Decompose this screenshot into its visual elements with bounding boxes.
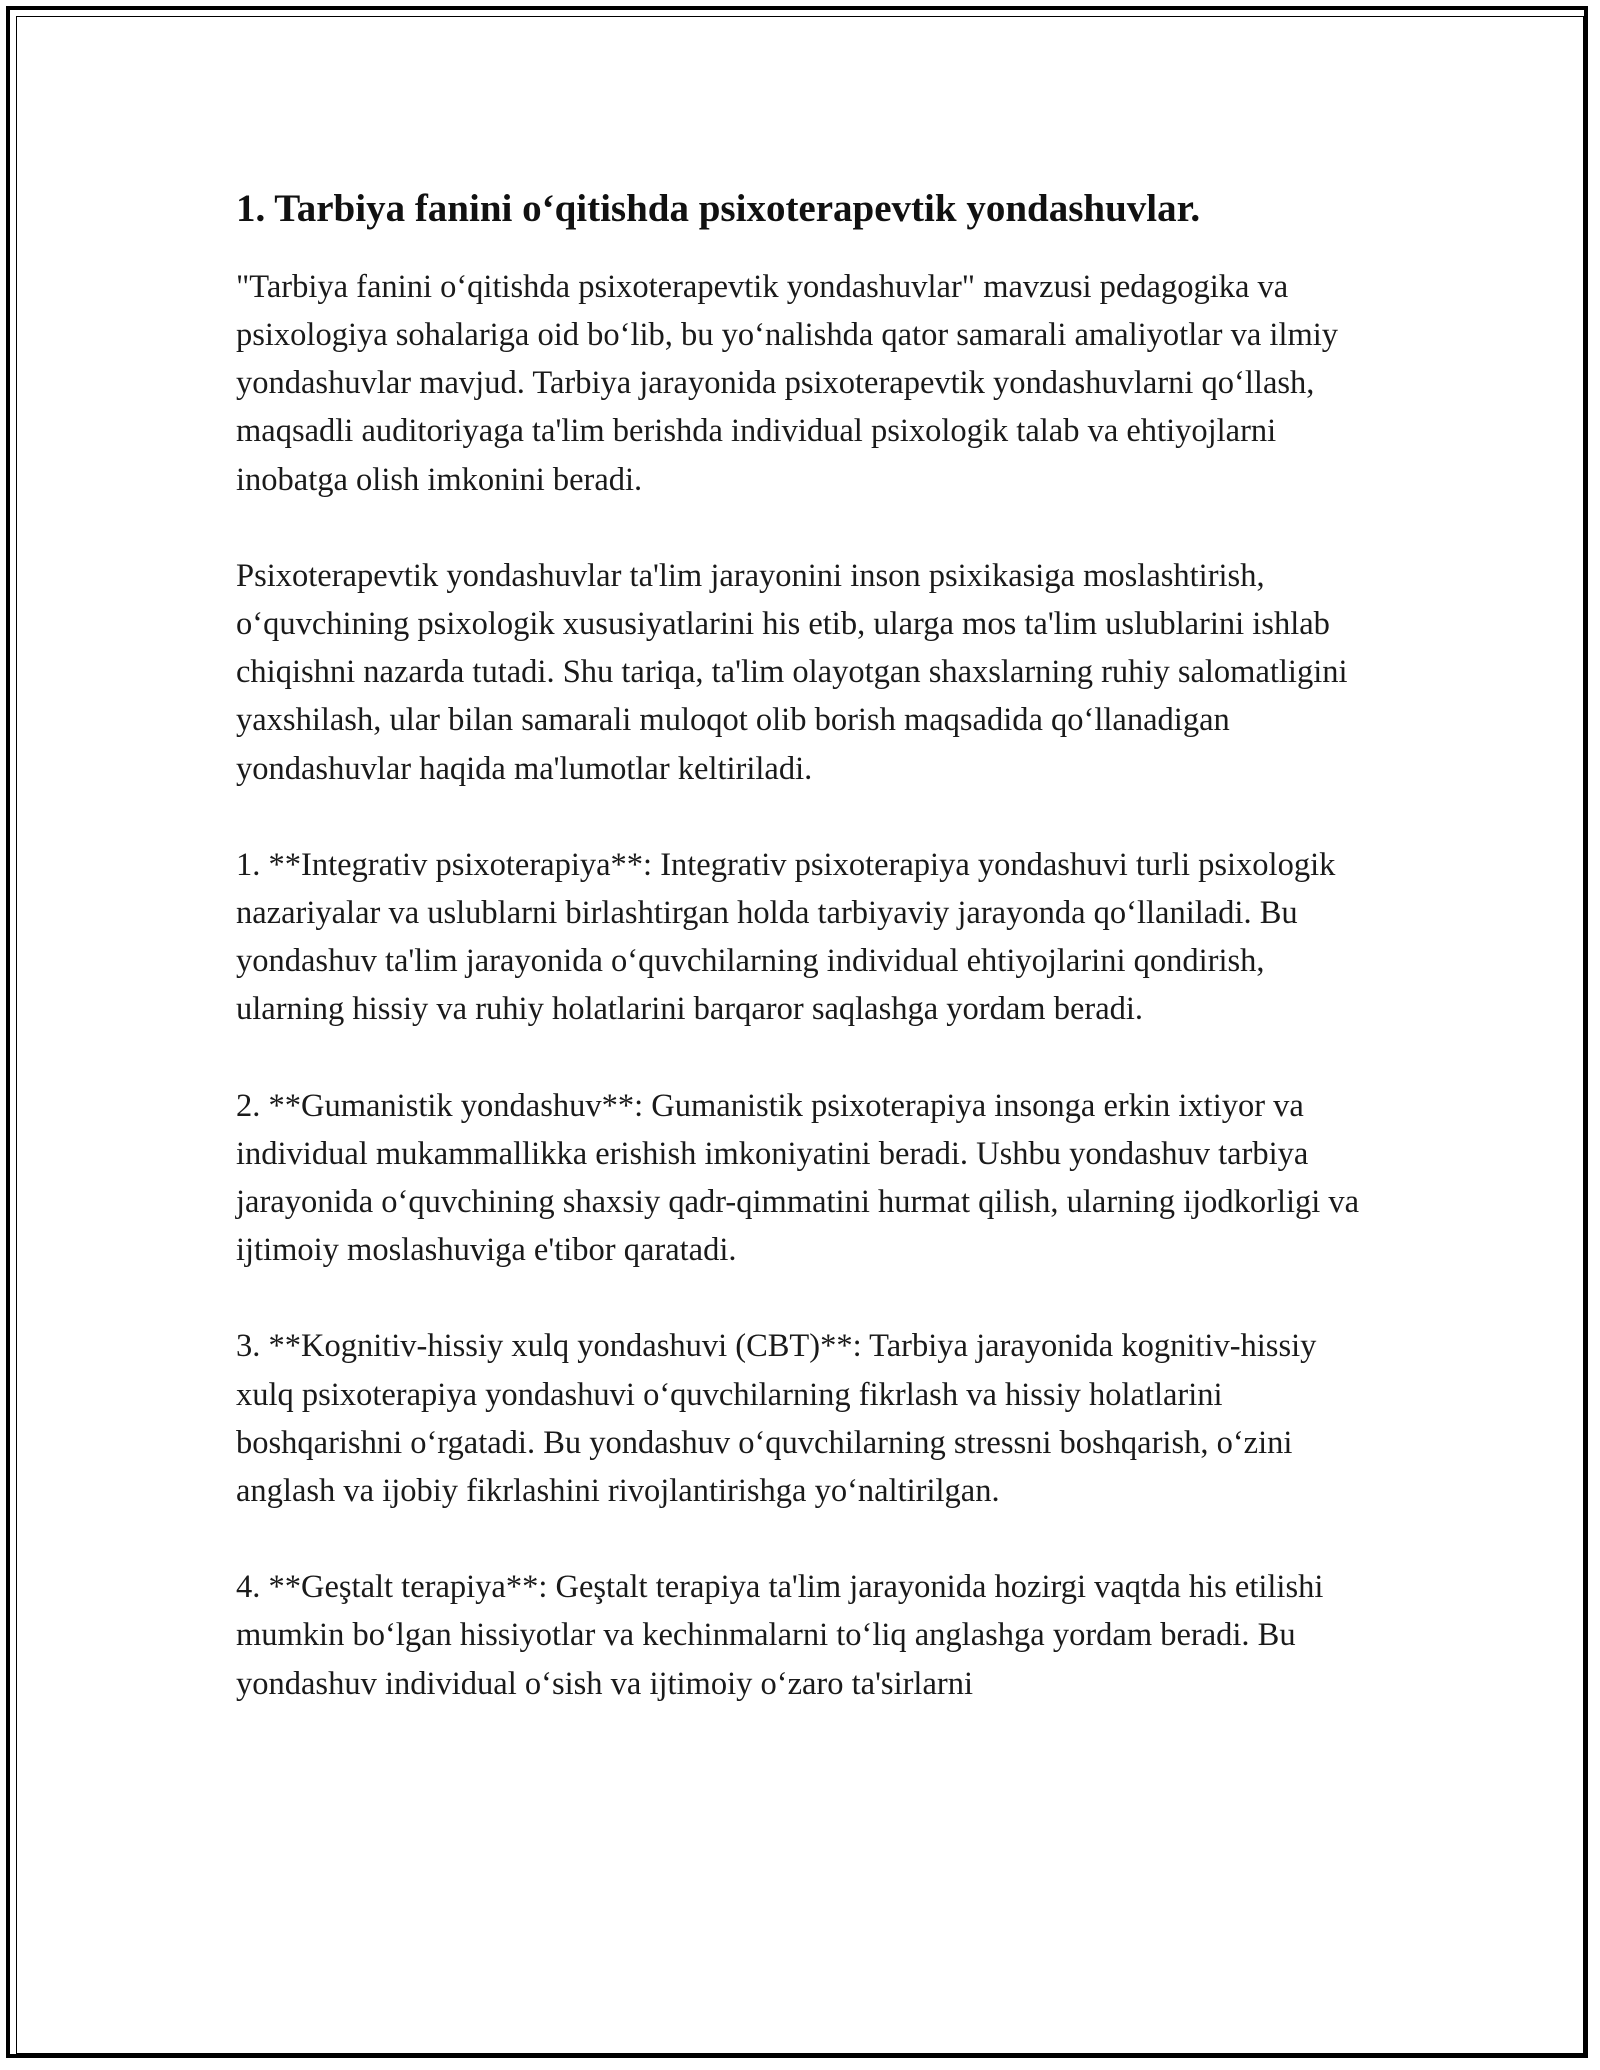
paragraph-intro: "Tarbiya fanini o‘qitishda psixoterapevtik yondashuvlar" mavzusi pedagogika va psixologiya sohalariga oid bo‘lib, bu yo‘nalishda qator samarali amaliyotlar va ilmiy yondashuvlar mavjud. Tarbiya jarayonida psixoterapevtik yondashuvlarni qo‘llash, maqsadli auditoriyaga ta'lim berishda individual psixologik talab va ehtiyojlarni inobatga olish imkonini beradi.: [236, 268, 1339, 498]
document-title: 1. Tarbiya fanini o‘qitishda psixoterapevtik yondashuvlar.: [236, 187, 1201, 230]
document-body: [236, 186, 1366, 1756]
paragraph-overview: Psixoterapevtik yondashuvlar ta'lim jarayonini inson psixikasiga moslashtirish, o‘quvchining psixologik xususiyatlarini his etib, ularga mos ta'lim uslublarini ishlab chiqishni nazarda tutadi. Shu tariqa, ta'lim olayotgan shaxslarning ruhiy salomatligini yaxshilash, ular bilan samarali muloqot olib borish maqsadida qo‘llanadigan yondashuvlar haqida ma'lumotlar keltiriladi.: [236, 557, 1348, 787]
paragraph-cbt: 3. **Kognitiv-hissiy xulq yondashuvi (CBT)**: Tarbiya jarayonida kognitiv-hissiy xulq psixoterapiya yondashuvi o‘quvchilarning fikrlash va hissiy holatlarini boshqarishni o‘rgatadi. Bu yondashuv o‘quvchilarning stressni boshqarish, o‘zini anglash va ijobiy fikrlashini rivojlantirishga yo‘naltirilgan.: [236, 1328, 1317, 1510]
paragraph-humanistic: 2. **Gumanistik yondashuv**: Gumanistik psixoterapiya insonga erkin ixtiyor va individual mukammallikka erishish imkoniyatini beradi. Ushbu yondashuv tarbiya jarayonida o‘quvchining shaxsiy qadr-qimmatini hurmat qilish, ularning ijodkorligi va ijtimoiy moslashuviga e'tibor qaratadi.: [236, 1087, 1360, 1269]
paragraph-integrative: 1. **Integrativ psixoterapiya**: Integrativ psixoterapiya yondashuvi turli psixologik nazariyalar va uslublarni birlashtirgan holda tarbiyaviy jarayonda qo‘llaniladi. Bu yondashuv ta'lim jarayonida o‘quvchilarning individual ehtiyojlarini qondirish, ularning hissiy va ruhiy holatlarini barqaror saqlashga yordam beradi.: [236, 846, 1336, 1028]
paragraph-gestalt: 4. **Geştalt terapiya**: Geştalt terapiya ta'lim jarayonida hozirgi vaqtda his etilishi mumkin bo‘lgan hissiyotlar va kechinmalarni to‘liq anglashga yordam beradi. Bu yondashuv individual o‘sish va ijtimoiy o‘zaro ta'sirlarni: [236, 1569, 1324, 1702]
